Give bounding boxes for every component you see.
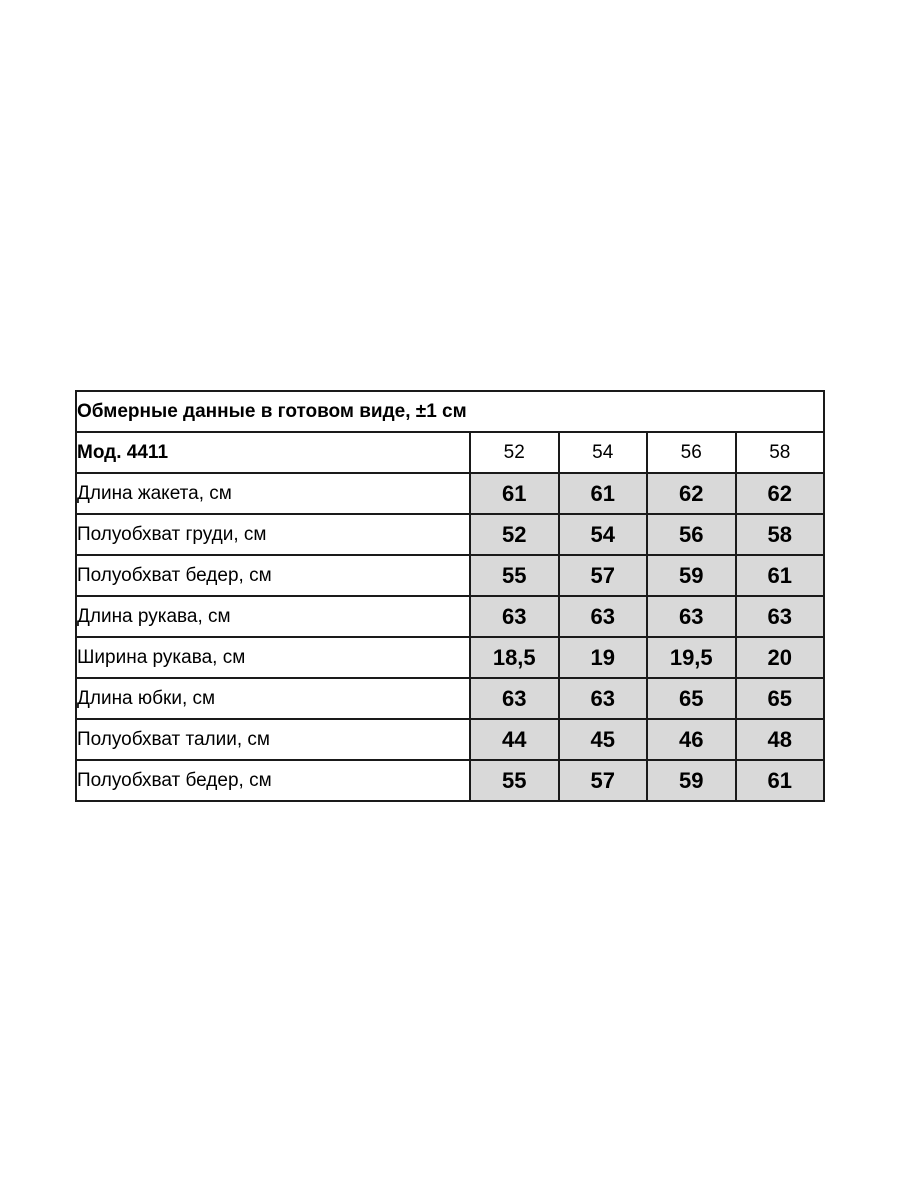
table-row: [76, 719, 824, 760]
measurement-label: Полуобхват груди, см: [76, 514, 470, 555]
measurement-label: Длина рукава, см: [76, 596, 470, 637]
measurement-value: 19,5: [647, 637, 736, 678]
table-row: [76, 473, 824, 514]
measurement-value: 62: [736, 473, 825, 514]
title-row: [76, 391, 824, 432]
measurement-value: 48: [736, 719, 825, 760]
measurement-value: 61: [559, 473, 648, 514]
measurement-value: 61: [736, 555, 825, 596]
table-title: Обмерные данные в готовом виде, ±1 см: [76, 391, 824, 432]
measurement-value: 61: [470, 473, 559, 514]
measurement-label: Полуобхват талии, см: [76, 719, 470, 760]
measurement-value: 20: [736, 637, 825, 678]
measurement-value: 52: [470, 514, 559, 555]
measurement-value: 63: [559, 678, 648, 719]
measurement-value: 59: [647, 555, 736, 596]
measurement-label: Длина юбки, см: [76, 678, 470, 719]
table-row: [76, 514, 824, 555]
measurement-value: 57: [559, 555, 648, 596]
measurement-value: 57: [559, 760, 648, 801]
measurement-label: Ширина рукава, см: [76, 637, 470, 678]
measurement-value: 63: [647, 596, 736, 637]
measurement-value: 44: [470, 719, 559, 760]
measurement-label: Длина жакета, см: [76, 473, 470, 514]
measurement-value: 63: [736, 596, 825, 637]
measurement-value: 63: [470, 678, 559, 719]
table-row: [76, 678, 824, 719]
measurement-value: 63: [470, 596, 559, 637]
measurement-value: 54: [559, 514, 648, 555]
table-row: [76, 596, 824, 637]
table-row: [76, 555, 824, 596]
table-row: [76, 637, 824, 678]
measurement-label: Полуобхват бедер, см: [76, 555, 470, 596]
measurement-value: 19: [559, 637, 648, 678]
measurement-value: 65: [647, 678, 736, 719]
measurement-value: 59: [647, 760, 736, 801]
measurement-value: 58: [736, 514, 825, 555]
size-chart-table: [75, 390, 825, 802]
table-row: [76, 760, 824, 801]
header-row: [76, 432, 824, 473]
measurement-value: 62: [647, 473, 736, 514]
size-header: 58: [736, 432, 825, 473]
measurement-value: 56: [647, 514, 736, 555]
size-header: 52: [470, 432, 559, 473]
measurement-value: 55: [470, 555, 559, 596]
size-header: 56: [647, 432, 736, 473]
measurement-value: 63: [559, 596, 648, 637]
measurement-value: 18,5: [470, 637, 559, 678]
measurement-value: 45: [559, 719, 648, 760]
size-header: 54: [559, 432, 648, 473]
measurement-value: 61: [736, 760, 825, 801]
measurement-value: 55: [470, 760, 559, 801]
measurement-label: Полуобхват бедер, см: [76, 760, 470, 801]
measurement-value: 65: [736, 678, 825, 719]
model-number: Мод. 4411: [76, 432, 470, 473]
measurement-value: 46: [647, 719, 736, 760]
